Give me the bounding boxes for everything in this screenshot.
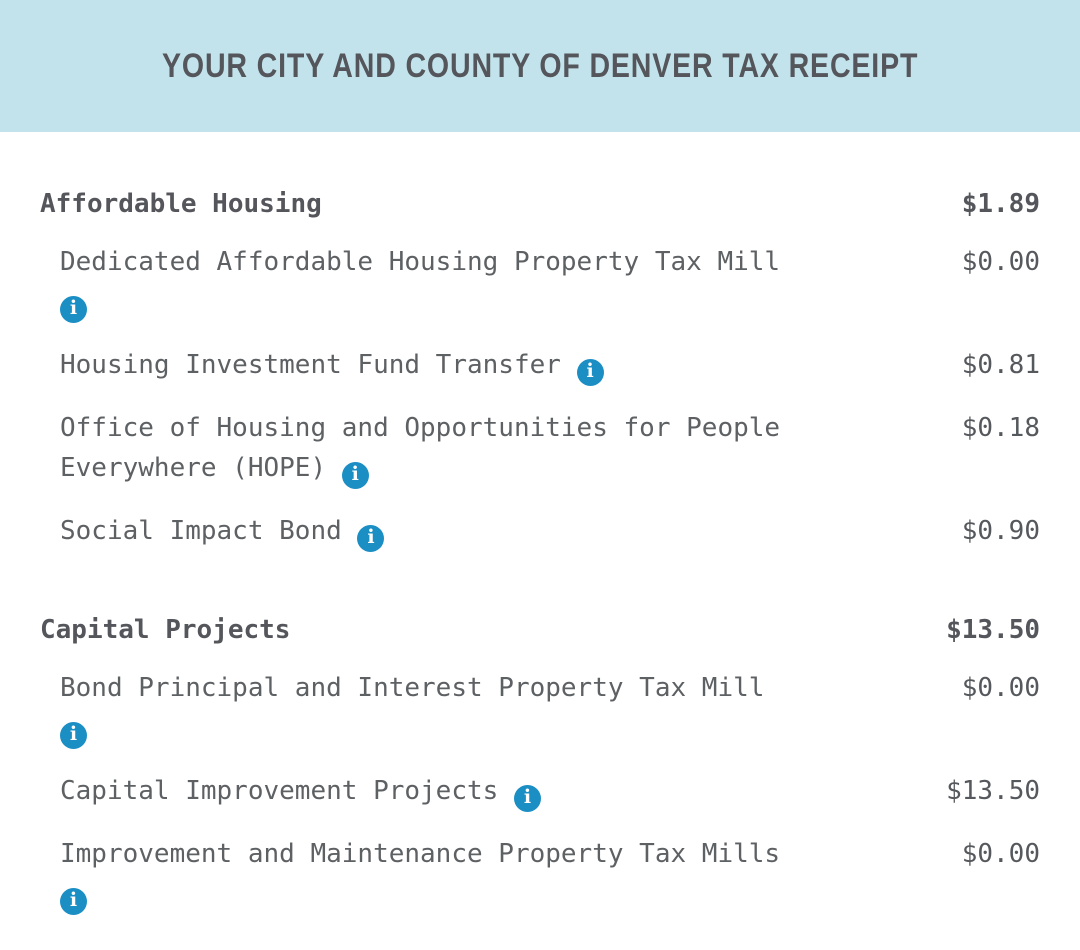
info-icon-glyph: i	[523, 786, 532, 808]
section-items	[40, 242, 1040, 552]
item-label-wrap	[60, 668, 790, 749]
item-label: Capital Improvement Projects	[60, 776, 499, 806]
section-name: Affordable Housing	[40, 189, 322, 219]
item-amount: $13.50	[946, 776, 1040, 806]
tax-line-item	[60, 668, 1040, 749]
item-amount: $0.00	[961, 839, 1040, 869]
tax-line-item	[60, 242, 1040, 323]
item-label: Office of Housing and Opportunities for People Everywhere (HOPE)	[60, 413, 781, 483]
header-banner	[0, 0, 1080, 132]
info-icon[interactable]	[60, 296, 87, 323]
item-label: Social Impact Bond	[60, 516, 342, 546]
item-label: Improvement and Maintenance Property Tax Mills	[60, 839, 781, 869]
info-icon[interactable]	[514, 785, 541, 812]
tax-section	[40, 610, 1040, 915]
info-icon-glyph: i	[351, 463, 359, 485]
item-label: Dedicated Affordable Housing Property Tax Mill	[60, 247, 781, 277]
tax-line-item	[60, 408, 1040, 489]
tax-section	[40, 184, 1040, 552]
info-icon[interactable]	[60, 722, 87, 749]
tax-receipt-list	[0, 184, 1080, 915]
section-total: $13.50	[946, 615, 1040, 645]
section-header-row	[40, 610, 1040, 650]
item-amount: $0.90	[961, 516, 1040, 546]
item-amount: $0.81	[961, 350, 1040, 380]
item-label: Bond Principal and Interest Property Tax Mill	[60, 673, 765, 703]
item-amount: $0.00	[961, 247, 1040, 277]
item-amount: $0.00	[961, 673, 1040, 703]
section-total: $1.89	[961, 189, 1040, 219]
info-icon-glyph: i	[69, 297, 78, 319]
info-icon[interactable]	[577, 359, 604, 386]
info-icon-glyph: i	[69, 889, 78, 911]
page-title: YOUR CITY AND COUNTY OF DENVER TAX RECEIPT	[161, 46, 919, 85]
tax-line-item	[60, 345, 1040, 386]
item-label-wrap	[60, 771, 541, 812]
tax-line-item	[60, 771, 1040, 812]
section-header-row	[40, 184, 1040, 224]
info-icon-glyph: i	[586, 360, 594, 382]
info-icon[interactable]	[60, 888, 87, 915]
item-label-wrap	[60, 834, 790, 915]
section-items	[40, 668, 1040, 915]
info-icon[interactable]	[342, 462, 369, 489]
item-amount: $0.18	[961, 413, 1040, 443]
item-label-wrap	[60, 345, 604, 386]
item-label: Housing Investment Fund Transfer	[60, 350, 561, 380]
item-label-wrap	[60, 511, 384, 552]
info-icon-glyph: i	[69, 723, 78, 745]
info-icon-glyph: i	[367, 526, 375, 548]
tax-line-item	[60, 511, 1040, 552]
tax-line-item	[60, 834, 1040, 915]
item-label-wrap	[60, 408, 790, 489]
info-icon[interactable]	[357, 525, 384, 552]
item-label-wrap	[60, 242, 790, 323]
section-name: Capital Projects	[40, 615, 291, 645]
